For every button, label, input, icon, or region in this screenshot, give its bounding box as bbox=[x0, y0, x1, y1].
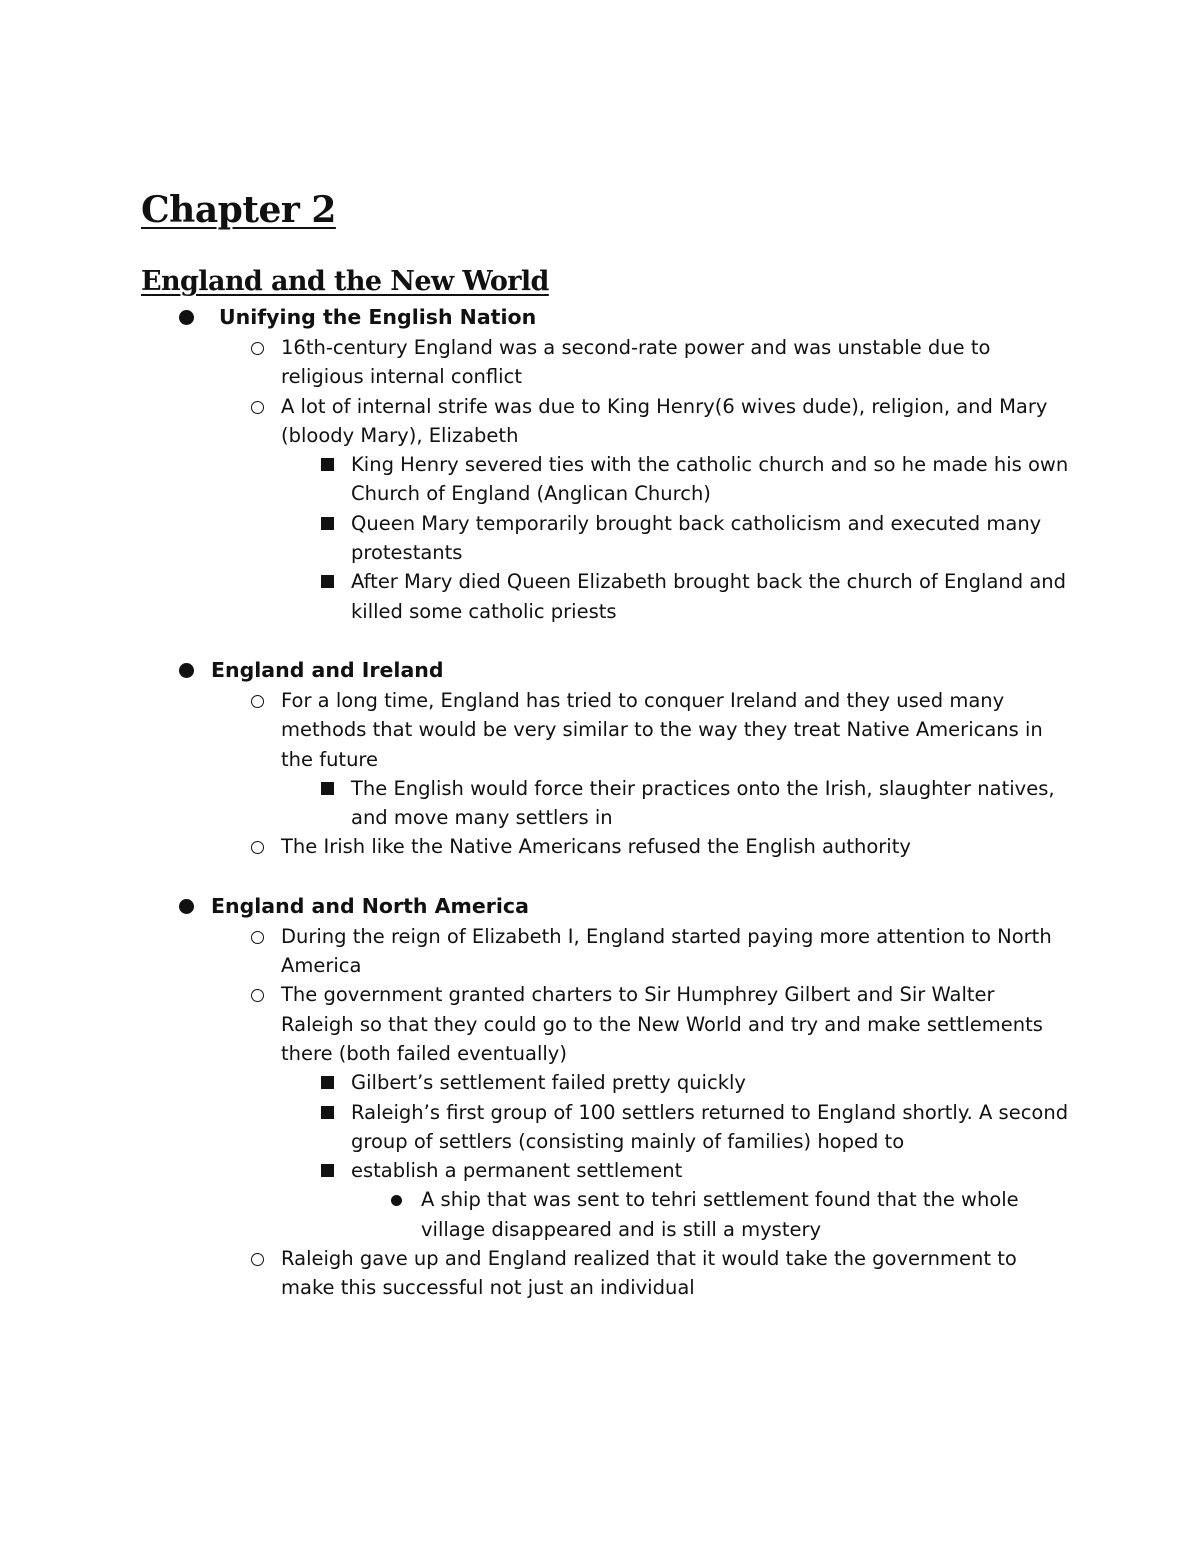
sub-list bbox=[211, 333, 1071, 626]
list-item bbox=[281, 567, 1071, 626]
list-item bbox=[211, 922, 1071, 981]
square-bullet-icon bbox=[321, 1106, 334, 1119]
list-item-text: For a long time, England has tried to conquer Ireland and they used many methods that would be very similar to the way they treat Native Americans in the future bbox=[281, 688, 1043, 771]
list-item bbox=[281, 1098, 1071, 1157]
list-item-text: The government granted charters to Sir Humphrey Gilbert and Sir Walter Raleigh so that they could go to the New World and try and make settlements there (both failed eventually) bbox=[281, 983, 1043, 1065]
filled-bullet-icon bbox=[179, 663, 194, 678]
square-bullet-icon bbox=[321, 1076, 334, 1089]
list-item-text: King Henry severed ties with the catholic church and so he made his own Church of England (Anglican Church) bbox=[351, 453, 1069, 506]
list-item-text: 16th-century England was a second-rate power and was unstable due to religious internal conflict bbox=[281, 336, 991, 389]
square-bullet-icon bbox=[321, 782, 334, 795]
list-item-text: Raleigh gave up and England realized that it would take the government to make this successful not just an individual bbox=[281, 1247, 1017, 1300]
filled-bullet-icon bbox=[391, 1195, 402, 1206]
section-unifying-english-nation bbox=[141, 302, 1071, 626]
sub-list bbox=[281, 450, 1071, 626]
list-item bbox=[281, 1068, 1071, 1097]
list-item bbox=[211, 392, 1071, 626]
filled-bullet-icon bbox=[179, 310, 194, 325]
list-item bbox=[281, 774, 1071, 833]
hollow-circle-bullet-icon bbox=[251, 989, 264, 1002]
list-item bbox=[211, 333, 1071, 392]
document-page bbox=[141, 185, 1071, 1303]
square-bullet-icon bbox=[321, 517, 334, 530]
list-item-text: The English would force their practices onto the Irish, slaughter natives, and move many settlers in bbox=[351, 776, 1055, 830]
list-item bbox=[211, 832, 1071, 861]
section-heading: England and North America bbox=[211, 893, 529, 918]
sub-list bbox=[211, 686, 1071, 862]
filled-bullet-icon bbox=[179, 899, 194, 914]
list-item bbox=[351, 1185, 1071, 1244]
hollow-circle-bullet-icon bbox=[251, 401, 264, 414]
section-subtitle: England and the New World bbox=[141, 266, 549, 297]
list-item-text: Queen Mary temporarily brought back catholicism and executed many protestants bbox=[351, 511, 1042, 565]
outline-list bbox=[141, 302, 1071, 1303]
hollow-circle-bullet-icon bbox=[251, 695, 264, 708]
section-heading: Unifying the English Nation bbox=[219, 305, 537, 329]
list-item-text: A ship that was sent to tehri settlement found that the whole village disappeared and is still a mystery bbox=[421, 1188, 1019, 1241]
chapter-title: Chapter 2 bbox=[141, 189, 336, 231]
list-item bbox=[281, 1156, 1071, 1244]
list-item bbox=[211, 1244, 1071, 1303]
square-bullet-icon bbox=[321, 458, 334, 471]
section-england-and-north-america bbox=[141, 891, 1071, 1303]
list-item-text: During the reign of Elizabeth I, England started paying more attention to North America bbox=[281, 924, 1052, 978]
section-heading: England and Ireland bbox=[211, 657, 444, 682]
section-england-and-ireland bbox=[141, 655, 1071, 862]
list-item-text: Raleigh’s first group of 100 settlers returned to England shortly. A second group of settlers (consisting mainly of families) hoped to bbox=[351, 1100, 1069, 1153]
list-item-text: Gilbert’s settlement failed pretty quickly bbox=[351, 1071, 746, 1095]
list-item bbox=[211, 686, 1071, 832]
hollow-circle-bullet-icon bbox=[251, 931, 264, 944]
sub-list bbox=[281, 1068, 1071, 1244]
sub-list bbox=[211, 922, 1071, 1303]
square-bullet-icon bbox=[321, 1164, 334, 1177]
list-item-text: After Mary died Queen Elizabeth brought back the church of England and killed some catholic priests bbox=[351, 570, 1067, 623]
square-bullet-icon bbox=[321, 575, 334, 588]
sub-list bbox=[281, 774, 1071, 833]
hollow-circle-bullet-icon bbox=[251, 342, 264, 355]
sub-list bbox=[351, 1185, 1071, 1244]
list-item bbox=[281, 509, 1071, 568]
list-item-text: The Irish like the Native Americans refused the English authority bbox=[281, 835, 911, 859]
hollow-circle-bullet-icon bbox=[251, 841, 264, 854]
hollow-circle-bullet-icon bbox=[251, 1253, 264, 1266]
list-item bbox=[211, 980, 1071, 1244]
list-item bbox=[281, 450, 1071, 509]
list-item-text: A lot of internal strife was due to King Henry(6 wives dude), religion, and Mary (bloody Mary), Elizabeth bbox=[281, 394, 1048, 447]
list-item-text: establish a permanent settlement bbox=[351, 1159, 683, 1183]
